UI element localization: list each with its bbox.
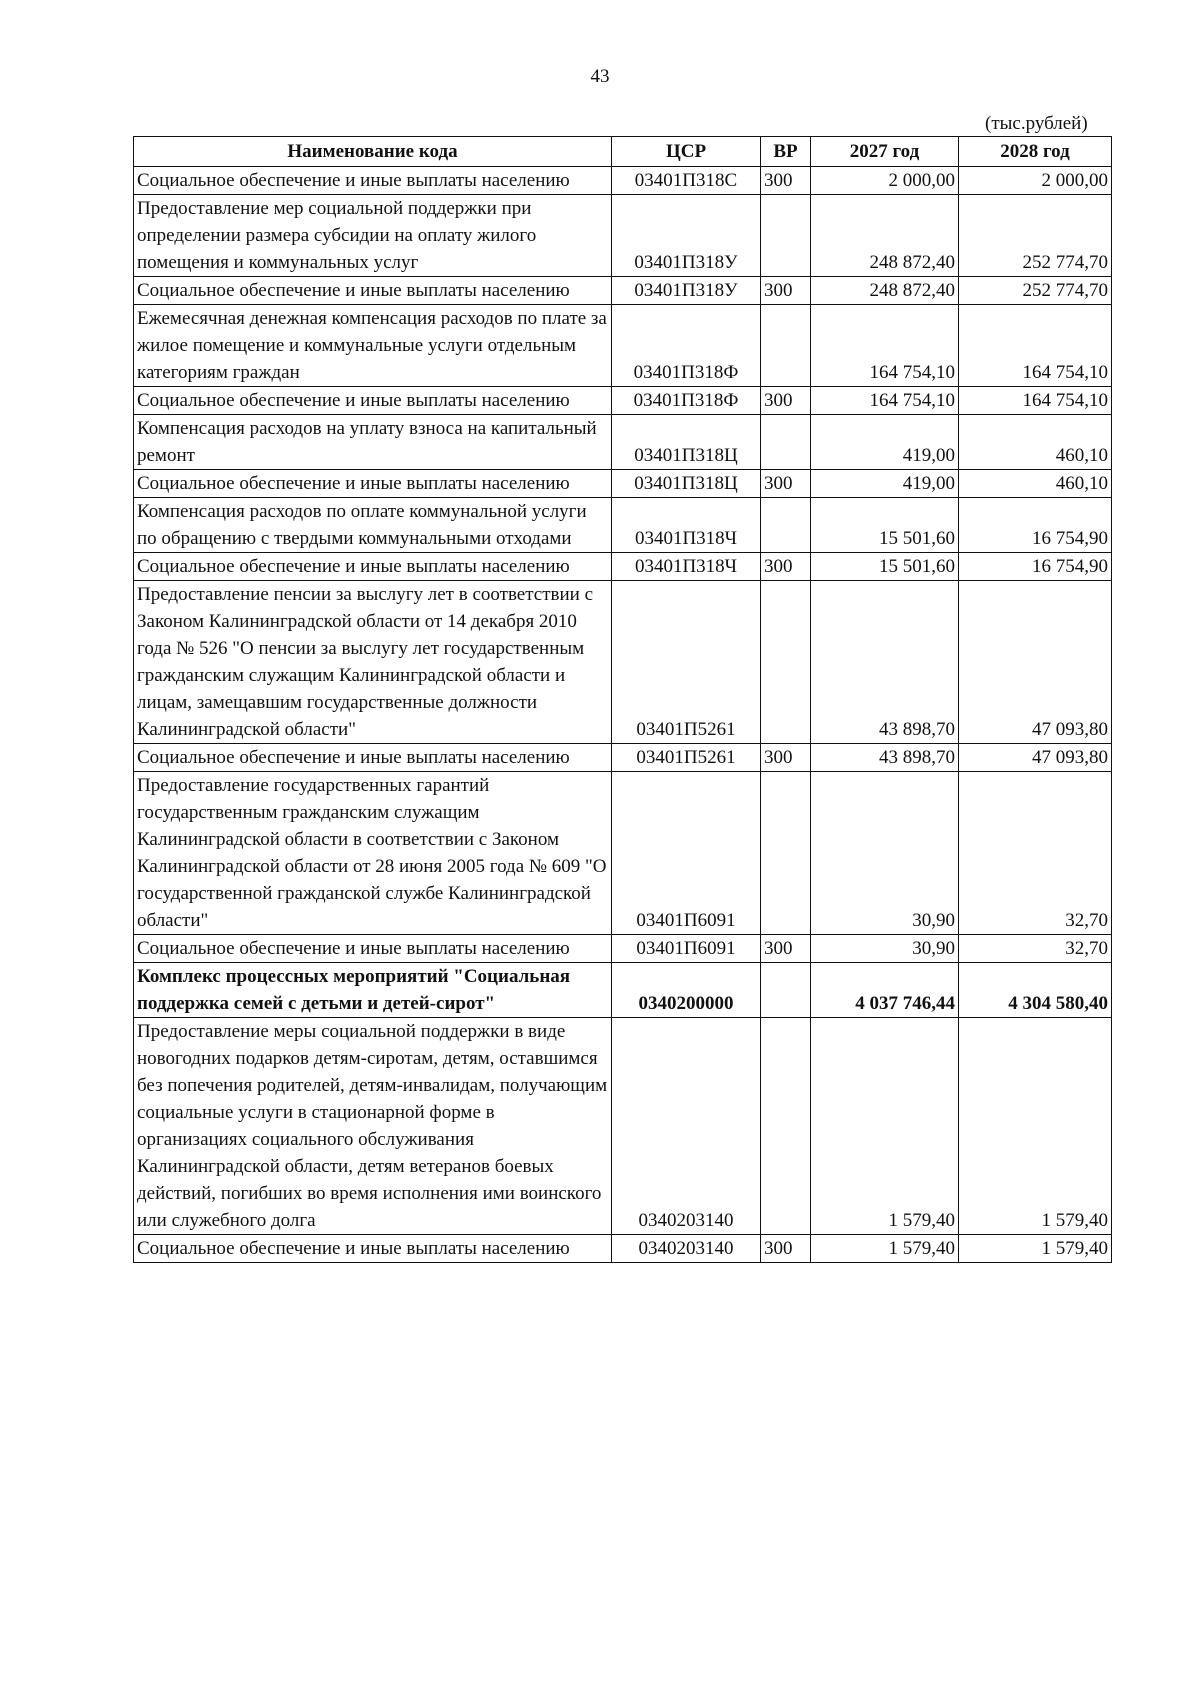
- cell-y2028: 32,70: [959, 772, 1112, 935]
- cell-name: Предоставление мер социальной поддержки при определении размера субсидии на оплату жилого помещения и коммунальных услуг: [134, 195, 612, 277]
- table-row: [134, 553, 1112, 581]
- cell-csr: 03401П318Ц: [612, 470, 761, 498]
- cell-csr: 03401П5261: [612, 581, 761, 744]
- cell-vr: [761, 581, 811, 744]
- cell-y2028: 16 754,90: [959, 553, 1112, 581]
- cell-y2028: 47 093,80: [959, 581, 1112, 744]
- cell-y2028: 1 579,40: [959, 1018, 1112, 1235]
- cell-vr: [761, 772, 811, 935]
- cell-y2027: 15 501,60: [811, 498, 959, 553]
- cell-y2027: 30,90: [811, 772, 959, 935]
- cell-csr: 03401П318Ч: [612, 553, 761, 581]
- table-row: [134, 772, 1112, 935]
- cell-csr: 03401П6091: [612, 935, 761, 963]
- cell-y2027: 248 872,40: [811, 277, 959, 305]
- cell-y2028: 460,10: [959, 415, 1112, 470]
- header-2027: 2027 год: [811, 137, 959, 167]
- table-row: [134, 963, 1112, 1018]
- table-row: [134, 387, 1112, 415]
- cell-name: Социальное обеспечение и иные выплаты населению: [134, 387, 612, 415]
- cell-y2027: 43 898,70: [811, 581, 959, 744]
- cell-vr: [761, 498, 811, 553]
- cell-name: Ежемесячная денежная компенсация расходов по плате за жилое помещение и коммунальные услуги отдельным категориям граждан: [134, 305, 612, 387]
- cell-y2027: 1 579,40: [811, 1018, 959, 1235]
- table-row: [134, 195, 1112, 277]
- cell-y2028: 164 754,10: [959, 305, 1112, 387]
- header-name: Наименование кода: [134, 137, 612, 167]
- cell-y2027: 419,00: [811, 470, 959, 498]
- table-row: [134, 935, 1112, 963]
- cell-y2027: 1 579,40: [811, 1235, 959, 1263]
- cell-csr: 03401П318У: [612, 277, 761, 305]
- table-row: [134, 1235, 1112, 1263]
- cell-name: Компенсация расходов на уплату взноса на капитальный ремонт: [134, 415, 612, 470]
- cell-y2028: 460,10: [959, 470, 1112, 498]
- cell-name: Предоставление пенсии за выслугу лет в соответствии с Законом Калининградской области от 14 декабря 2010 года № 526 "О пенсии за выслугу лет государственным гражданским служащим Калининградской области и лицам, замещавшим государственные должности Калининградской области": [134, 581, 612, 744]
- cell-vr: 300: [761, 553, 811, 581]
- cell-name: Компенсация расходов по оплате коммунальной услуги по обращению с твердыми коммунальными отходами: [134, 498, 612, 553]
- cell-csr: 0340203140: [612, 1018, 761, 1235]
- cell-name: Социальное обеспечение и иные выплаты населению: [134, 167, 612, 195]
- header-csr: ЦСР: [612, 137, 761, 167]
- budget-table: [133, 136, 1112, 1263]
- page-number: 43: [590, 66, 610, 87]
- table-row: [134, 277, 1112, 305]
- cell-vr: [761, 195, 811, 277]
- cell-vr: [761, 415, 811, 470]
- cell-y2028: 252 774,70: [959, 277, 1112, 305]
- cell-csr: 03401П318С: [612, 167, 761, 195]
- cell-csr: 0340203140: [612, 1235, 761, 1263]
- cell-name: Социальное обеспечение и иные выплаты населению: [134, 935, 612, 963]
- units-label: (тыс.рублей): [985, 113, 1088, 134]
- cell-y2027: 419,00: [811, 415, 959, 470]
- cell-y2028: 164 754,10: [959, 387, 1112, 415]
- table-row: [134, 470, 1112, 498]
- cell-csr: 0340200000: [612, 963, 761, 1018]
- cell-csr: 03401П318Ф: [612, 305, 761, 387]
- cell-y2027: 164 754,10: [811, 305, 959, 387]
- cell-y2028: 1 579,40: [959, 1235, 1112, 1263]
- header-vr: ВР: [761, 137, 811, 167]
- table-row: [134, 167, 1112, 195]
- table-row: [134, 744, 1112, 772]
- cell-y2027: 164 754,10: [811, 387, 959, 415]
- cell-vr: [761, 1018, 811, 1235]
- table-row: [134, 1018, 1112, 1235]
- cell-csr: 03401П318Ц: [612, 415, 761, 470]
- cell-name: Социальное обеспечение и иные выплаты населению: [134, 277, 612, 305]
- cell-y2028: 32,70: [959, 935, 1112, 963]
- cell-y2027: 43 898,70: [811, 744, 959, 772]
- cell-name: Социальное обеспечение и иные выплаты населению: [134, 1235, 612, 1263]
- cell-vr: 300: [761, 167, 811, 195]
- cell-y2028: 16 754,90: [959, 498, 1112, 553]
- cell-vr: 300: [761, 744, 811, 772]
- cell-y2028: 252 774,70: [959, 195, 1112, 277]
- cell-vr: 300: [761, 470, 811, 498]
- cell-name: Социальное обеспечение и иные выплаты населению: [134, 470, 612, 498]
- cell-vr: 300: [761, 277, 811, 305]
- cell-name: Предоставление государственных гарантий государственным гражданским служащим Калининградской области в соответствии с Законом Калининградской области от 28 июня 2005 года № 609 "О государственной гражданской службе Калининградской области": [134, 772, 612, 935]
- table-row: [134, 305, 1112, 387]
- cell-vr: 300: [761, 387, 811, 415]
- cell-y2027: 30,90: [811, 935, 959, 963]
- cell-vr: [761, 963, 811, 1018]
- cell-y2027: 15 501,60: [811, 553, 959, 581]
- cell-y2027: 248 872,40: [811, 195, 959, 277]
- header-2028: 2028 год: [959, 137, 1112, 167]
- cell-name: Предоставление меры социальной поддержки в виде новогодних подарков детям-сиротам, детям, оставшимся без попечения родителей, детям-инвалидам, получающим социальные услуги в стационарной форме в организациях социального обслуживания Калининградской области, детям ветеранов боевых действий, погибших во время исполнения ими воинского или служебного долга: [134, 1018, 612, 1235]
- cell-y2028: 47 093,80: [959, 744, 1112, 772]
- cell-csr: 03401П318У: [612, 195, 761, 277]
- cell-name: Социальное обеспечение и иные выплаты населению: [134, 744, 612, 772]
- cell-csr: 03401П5261: [612, 744, 761, 772]
- cell-y2027: 4 037 746,44: [811, 963, 959, 1018]
- table-row: [134, 415, 1112, 470]
- cell-name: Социальное обеспечение и иные выплаты населению: [134, 553, 612, 581]
- cell-csr: 03401П318Ч: [612, 498, 761, 553]
- cell-y2028: 2 000,00: [959, 167, 1112, 195]
- table-row: [134, 498, 1112, 553]
- cell-csr: 03401П6091: [612, 772, 761, 935]
- cell-y2027: 2 000,00: [811, 167, 959, 195]
- cell-csr: 03401П318Ф: [612, 387, 761, 415]
- cell-vr: [761, 305, 811, 387]
- table-header-row: [134, 137, 1112, 167]
- table-row: [134, 581, 1112, 744]
- cell-name: Комплекс процессных мероприятий "Социальная поддержка семей с детьми и детей-сирот": [134, 963, 612, 1018]
- cell-vr: 300: [761, 1235, 811, 1263]
- cell-vr: 300: [761, 935, 811, 963]
- cell-y2028: 4 304 580,40: [959, 963, 1112, 1018]
